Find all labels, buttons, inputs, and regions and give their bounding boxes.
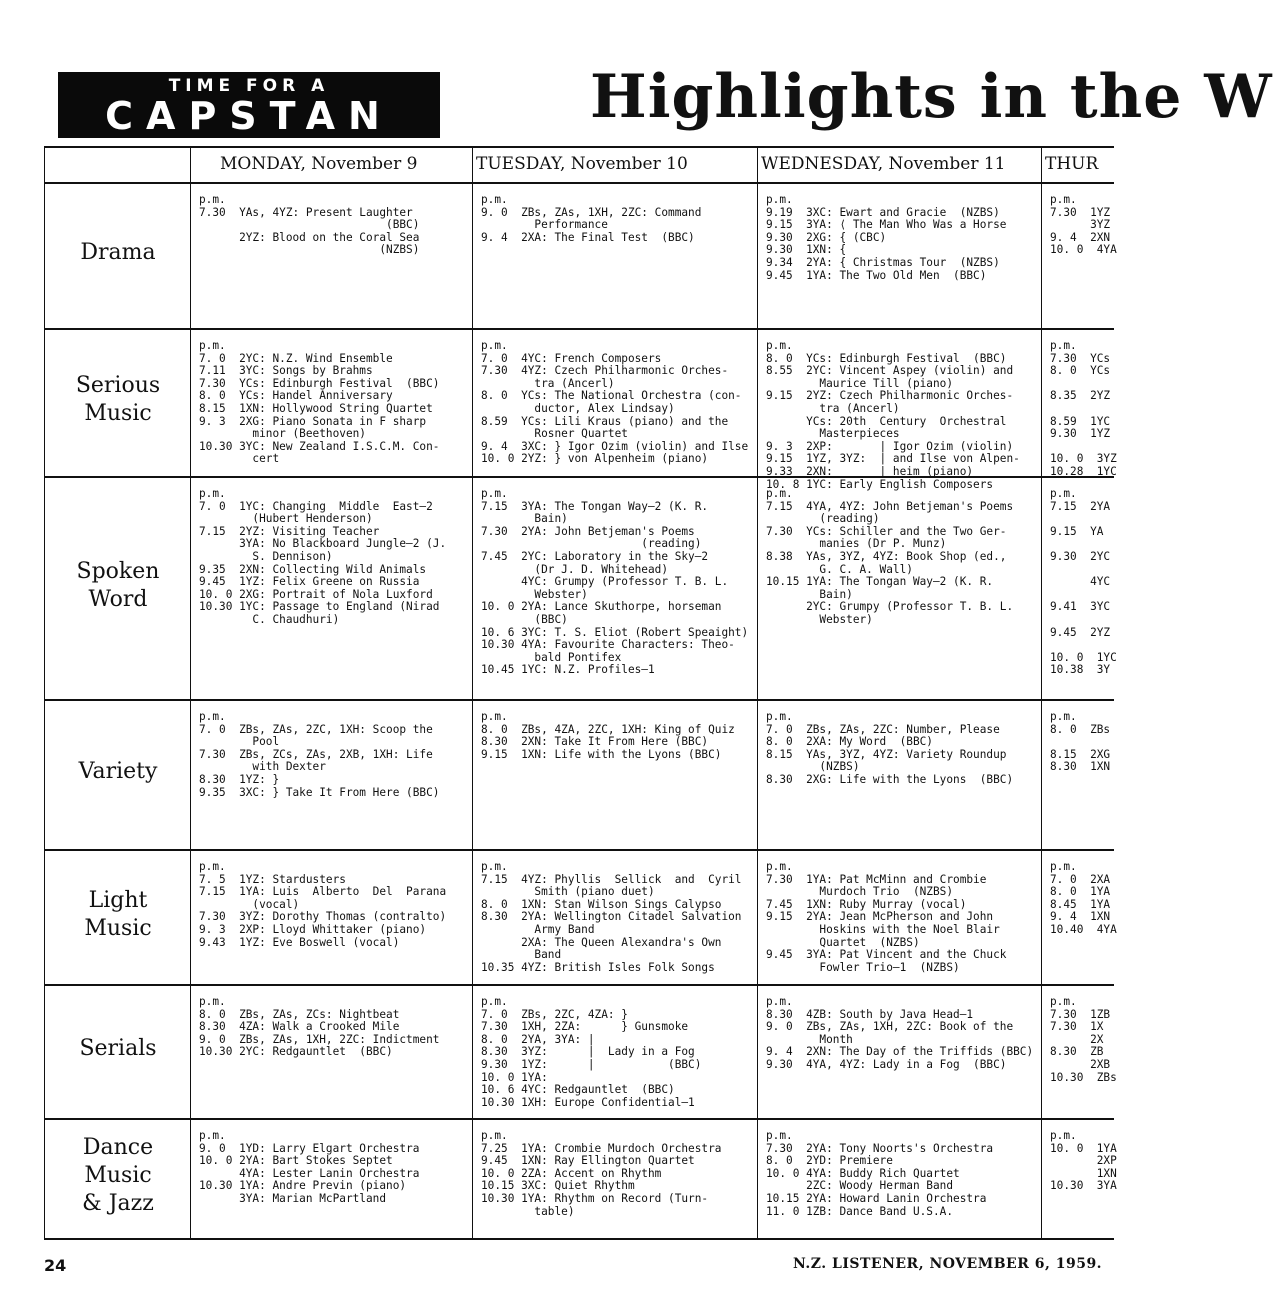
listing-cell: p.m. 7. 0 4YC: French Composers 7.30 4YZ: Czech Philharmonic Orches- tra (Ancerl) 8. 0 YCs: The National Orchestra (con- ductor, Alex Lindsay) 8.59 YCs: Lili Kraus (piano) and the Rosner Quartet 9. 4 3XC: } Igor Ozim (violin) and Ilse 10. 0 2YZ: } von Alpenheim (piano) <box>481 339 749 466</box>
row-divider <box>44 1238 1114 1240</box>
listing-cell: p.m. 7.15 4YZ: Phyllis Sellick and Cyril Smith (piano duet) 8. 0 1XN: Stan Wilson Sings Calypso 8.30 2YA: Wellington Citadel Salvation Army Band 2XA: The Queen Alexandra's Own Band 10.35 4YZ: British Isles Folk Songs <box>481 860 742 974</box>
listing-cell: p.m. 7.30 YAs, 4YZ: Present Laughter (BBC) 2YZ: Blood on the Coral Sea (NZBS) <box>199 193 420 257</box>
listing-cell: p.m. 7.30 2YA: Tony Noorts's Orchestra 8. 0 2YD: Premiere 10. 0 4YA: Buddy Rich Quartet 2ZC: Woody Herman Band 10.15 2YA: Howard Lanin Orchestra 11. 0 1ZB: Dance Band U.S.A. <box>766 1129 994 1218</box>
listing-cell: p.m. 7.15 3YA: The Tongan Way—2 (K. R. Bain) 7.30 2YA: John Betjeman's Poems (reading) 7.45 2YC: Laboratory in the Sky—2 (Dr J. D. Whitehead) 4YC: Grumpy (Professor T. B. L. Webster) 10. 0 2YA: Lance Skuthorpe, horseman (BBC) 10. 6 3YC: T. S. Eliot (Robert Speaight) 10.30 4YA: Favourite Characters: Theo- bald Pontifex 10.45 1YC: N.Z. Profiles—1 <box>481 487 749 677</box>
category-label: Dance Music & Jazz <box>82 1135 154 1216</box>
day-header: MONDAY, November 9 <box>220 154 418 174</box>
listing-cell: p.m. 7. 0 ZBs, 2ZC, 4ZA: } 7.30 1XH, 2ZA: } Gunsmoke 8. 0 2YA, 3YA: | 8.30 3YZ: | Lady in a Fog 9.30 1YZ: | (BBC) 10. 0 1YA: 10. 6 4YC: Redgauntlet (BBC) 10.30 1XH: Europe Confidential—1 <box>481 995 702 1109</box>
listing-cell: p.m. 9.19 3XC: Ewart and Gracie (NZBS) 9.15 3YA: ⟨ The Man Who Was a Horse 9.30 2XG: { (CBC) 9.30 1XN: { 9.34 2YA: { Christmas Tour (NZBS) 9.45 1YA: The Two Old Men (BBC) <box>766 193 1007 282</box>
category-label: Drama <box>80 240 156 265</box>
listing-cell: p.m. 7. 0 2YC: N.Z. Wind Ensemble 7.11 3YC: Songs by Brahms 7.30 YCs: Edinburgh Festival (BBC) 8. 0 YCs: Handel Anniversary 8.15 1XN: Hollywood String Quartet 9. 3 2XG: Piano Sonata in F sharp minor (Beethoven) 10.30 3YC: New Zealand I.S.C.M. Con- cert <box>199 339 440 466</box>
listing-cell: p.m. 9. 0 1YD: Larry Elgart Orchestra 10. 0 2YA: Bart Stokes Septet 4YA: Lester Lanin Orchestra 10.30 1YA: Andre Previn (piano) 3YA: Marian McPartland <box>199 1129 420 1205</box>
category-label: Spoken Word <box>76 558 160 612</box>
listing-cell: p.m. 8. 0 YCs: Edinburgh Festival (BBC) 8.55 2YC: Vincent Aspey (violin) and Maurice Till (piano) 9.15 2YZ: Czech Philharmonic Orches- tra (Ancerl) YCs: 20th Century Orchestral Masterpieces 9. 3 2XP: | Igor Ozim (violin) 9.15 1YZ, 3YZ: | and Ilse von Alpen- 9.33 2XN: | heim (piano) 10. 8 1YC: Early English Composers <box>766 339 1020 491</box>
listing-cell: p.m. 7. 5 1YZ: Stardusters 7.15 1YA: Luis Alberto Del Parana (vocal) 7.30 3YZ: Dorothy Thomas (contralto) 9. 3 2XP: Lloyd Whittaker (piano) 9.43 1YZ: Eve Boswell (vocal) <box>199 860 447 949</box>
column-divider <box>472 146 473 1238</box>
category-label: Variety <box>78 759 158 784</box>
listing-cell: p.m. 7.30 1ZB 7.30 1X 2X 8.30 ZB 2XB 10.30 ZBs <box>1050 995 1117 1084</box>
page-headline: Highlights in the W <box>590 62 1273 132</box>
listing-cell: p.m. 7.15 2YA 9.15 YA 9.30 2YC 4YC 9.41 3YC 9.45 2YZ 10. 0 1YC 10.38 3Y <box>1050 487 1117 677</box>
page-number: 24 <box>44 1256 67 1275</box>
day-header: WEDNESDAY, November 11 <box>761 154 1006 174</box>
listing-cell: p.m. 8. 0 ZBs, ZAs, ZCs: Nightbeat 8.30 4ZA: Walk a Crooked Mile 9. 0 ZBs, ZAs, 1XH, 2ZC: Indictment 10.30 2YC: Redgauntlet (BBC) <box>199 995 440 1059</box>
capstan-banner <box>58 72 440 138</box>
listing-cell: p.m. 7.25 1YA: Crombie Murdoch Orchestra 9.45 1XN: Ray Ellington Quartet 10. 0 2ZA: Accent on Rhythm 10.15 3XC: Quiet Rhythm 10.30 1YA: Rhythm on Record (Turn- table) <box>481 1129 722 1218</box>
listing-cell: p.m. 7. 0 2XA 8. 0 1YA 8.45 1YA 9. 4 1XN 10.40 4YA <box>1050 860 1117 936</box>
row-divider <box>44 182 1114 184</box>
day-header: TUESDAY, November 10 <box>476 154 688 174</box>
listing-cell: p.m. 8. 0 ZBs 8.15 2XG 8.30 1XN <box>1050 710 1111 774</box>
schedule-grid <box>44 146 1117 1238</box>
category-label: Serious Music <box>75 373 161 426</box>
column-divider <box>757 146 758 1238</box>
banner-tagline: TIME FOR A <box>168 76 330 96</box>
row-divider <box>44 984 1114 986</box>
column-divider <box>190 146 191 1238</box>
row-divider <box>44 699 1114 701</box>
listing-cell: p.m. 7.30 1YA: Pat McMinn and Crombie Murdoch Trio (NZBS) 7.45 1XN: Ruby Murray (vocal) 9.15 2YA: Jean McPherson and John Hoskins with the Noel Blair Quartet (NZBS) 9.45 3YA: Pat Vincent and the Chuck Fowler Trio—1 (NZBS) <box>766 860 1007 974</box>
row-divider <box>44 1118 1114 1120</box>
row-divider <box>44 146 1114 148</box>
listing-cell: p.m. 7.30 1YZ 3YZ 9. 4 2XN 10. 0 4YA <box>1050 193 1117 257</box>
listing-cell: p.m. 8. 0 ZBs, 4ZA, 2ZC, 1XH: King of Quiz 8.30 2XN: Take It From Here (BBC) 9.15 1XN: Life with the Lyons (BBC) <box>481 710 735 761</box>
listing-cell: p.m. 7. 0 ZBs, ZAs, 2ZC, 1XH: Scoop the Pool 7.30 ZBs, ZCs, ZAs, 2XB, 1XH: Life with Dexter 8.30 1YZ: } 9.35 3XC: } Take It From Here (BBC) <box>199 710 440 799</box>
row-divider <box>44 849 1114 851</box>
category-label: Light Music <box>84 887 152 941</box>
banner-brand: CAPSTAN <box>105 94 393 138</box>
listing-cell: p.m. 8.30 4ZB: South by Java Head—1 9. 0 ZBs, ZAs, 1XH, 2ZC: Book of the Month 9. 4 2XN: The Day of the Triffids (BBC) 9.30 4YA, 4YZ: Lady in a Fog (BBC) <box>766 995 1034 1071</box>
publication-footer: N.Z. LISTENER, NOVEMBER 6, 1959. <box>793 1256 1103 1272</box>
listing-cell: p.m. 7. 0 ZBs, ZAs, 2ZC: Number, Please 8. 0 2XA: My Word (BBC) 8.15 YAs, 3YZ, 4YZ: Variety Roundup (NZBS) 8.30 2XG: Life with the Lyons (BBC) <box>766 710 1014 786</box>
day-header: THUR <box>1045 154 1099 174</box>
row-divider <box>44 328 1114 330</box>
listing-cell: p.m. 7.15 4YA, 4YZ: John Betjeman's Poems (reading) 7.30 YCs: Schiller and the Two Ger- manies (Dr P. Munz) 8.38 YAs, 3YZ, 4YZ: Book Shop (ed., G. C. A. Wall) 10.15 1YA: The Tongan Way—2 (K. R. Bain) 2YC: Grumpy (Professor T. B. L. Webster) <box>766 487 1014 626</box>
listing-cell: p.m. 9. 0 ZBs, ZAs, 1XH, 2ZC: Command Performance 9. 4 2XA: The Final Test (BBC) <box>481 193 702 244</box>
column-divider <box>44 146 45 1238</box>
listing-cell: p.m. 7.30 YCs 8. 0 YCs 8.35 2YZ 8.59 1YC 9.30 1YZ 10. 0 3YZ 10.28 1YC <box>1050 339 1117 478</box>
listing-cell: p.m. 7. 0 1YC: Changing Middle East—2 (Hubert Henderson) 7.15 2YZ: Visiting Teacher 3YA: No Blackboard Jungle—2 (J. S. Dennison) 9.35 2XN: Collecting Wild Animals 9.45 1YZ: Felix Greene on Russia 10. 0 2XG: Portrait of Nola Luxford 10.30 1YC: Passage to England (Nirad C. Chaudhuri) <box>199 487 447 626</box>
listing-cell: p.m. 10. 0 1YA 2XP 1XN 10.30 3YA <box>1050 1129 1117 1193</box>
column-divider <box>1041 146 1042 1238</box>
category-label: Serials <box>79 1036 157 1061</box>
